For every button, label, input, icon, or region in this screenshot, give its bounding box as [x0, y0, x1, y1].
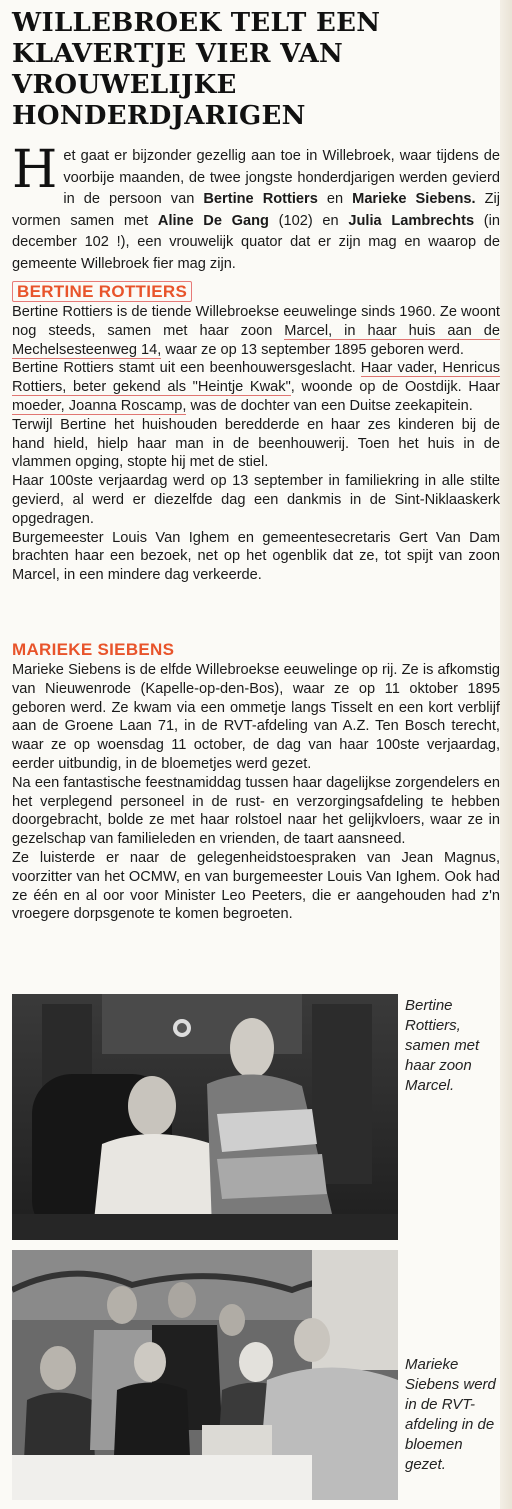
intro-paragraph: Het gaat er bijzonder gezellig aan toe in Willebroek, waar tijdens de voorbije maanden, de twee jongste honderdjarigen werden gevierd in de persoon van Bertine Rottiers en Marieke Siebens. Zij vormen samen met Aline De Gang (102) en Julia Lambrechts (in december 102 !), een vrouwelijk quator dat er zijn mag en waarop de gemeente Willebroek fier mag zijn. — [12, 140, 501, 272]
paragraph: Burgemeester Louis Van Ighem en gemeentesecretaris Gert Van Dam brachten haar een bezoek, net op het ogenblik dat ze, tot spijt van zoon Marcel, in een mindere dag verkeerde. — [12, 529, 500, 584]
paragraph: Bertine Rottiers is de tiende Willebroekse eeuwelinge sinds 1960. Ze woont nog steeds, samen met haar zoon Marcel, in haar huis aan de Mechelsesteenweg 14, waar ze op 13 september 1895 geboren werd. — [12, 304, 500, 358]
paragraph: Na een fantastische feestnamiddag tussen haar dagelijkse zorgendelers en het verplegend personeel in de rust- en verzorgingsafdeling te hebben doorgebracht, bolde ze met haar rolstoel naar het gelijkvloers, waar ze in gezelschap van familieleden en vrienden, de taart aansneed. — [12, 774, 500, 848]
photo-bertine-marcel — [12, 994, 398, 1240]
section-title-bertine: BERTINE ROTTIERS — [12, 282, 192, 302]
paragraph: Ze luisterde er naar de gelegenheidstoespraken van Jean Magnus, voorzitter van het OCMW, en van burgemeester Louis Van Ighem. Ook had ze één en al oor voor Minister Leo Peeters, die er aangehouden had z'n vroegere dorpsgenote te komen begroeten. — [12, 849, 500, 923]
section-body-bertine — [12, 303, 500, 585]
photo-marieke-celebration — [12, 1250, 398, 1500]
name-julia: Julia Lambrechts — [348, 212, 475, 229]
paragraph: Bertine Rottiers stamt uit een beenhouwersgeslacht. Haar vader, Henricus Rottiers, beter gekend als "Heintje Kwak", woonde op de Oostdijk. Haar moeder, Joanna Roscamp, was de dochter van een Duitse zeekapitein. — [12, 360, 500, 414]
drop-cap: H — [12, 140, 58, 200]
highlight-mark: Haar vader, Henricus Rottiers, beter gekend als "Heintje Kwak" — [12, 360, 500, 396]
paragraph: Haar 100ste verjaardag werd op 13 september in familiekring in alle stilte gevierd, al werd er diezelfde dag een dankmis in de Sint-Niklaaskerk opgedragen. — [12, 473, 500, 527]
section-title-marieke: MARIEKE SIEBENS — [12, 640, 175, 659]
page-edge — [500, 0, 512, 1509]
caption-photo-1: Bertine Rottiers, samen met haar zoon Marcel. — [405, 997, 480, 1094]
highlight-mark: moeder, Joanna Roscamp, — [12, 397, 187, 414]
paragraph: Terwijl Bertine het huishouden beredderde en haar zes kinderen bij de hand hield, hielp haar man in de beenhouwerij. Toen het huis in de vlammen opging, stopte hij met de stiel. — [12, 416, 500, 471]
name-marieke: Marieke Siebens. — [352, 191, 476, 207]
photo-image — [12, 994, 398, 1240]
name-bertine: Bertine Rottiers — [203, 191, 318, 207]
photo-image — [12, 1250, 398, 1500]
caption-photo-2: Marieke Siebens werd in de RVT-afdeling in de bloemen gezet. — [405, 1356, 496, 1473]
section-body-marieke — [12, 661, 500, 924]
headline: WILLEBROEK TELT EEN KLAVERTJE VIER VAN VROUWELIJKE HONDERDJARIGEN — [12, 8, 381, 131]
paragraph: Marieke Siebens is de elfde Willebroekse eeuwelinge op rij. Ze is afkomstig van Nieuwenrode (Kapelle-op-den-Bos), waar ze op 11 oktober 1895 geboren werd. Ze kwam via een ommetje langs Tisselt en een kort verblijf aan de Groene Laan 71, in de RVT-afdeling van A.Z. Ten Bosch terecht, waar ze op woensdag 11 october, de dag van haar 100ste verjaardag, eerder uitbundig, in de bloemetjes werd gezet. — [12, 662, 500, 772]
name-aline: Aline De Gang — [157, 212, 269, 229]
highlight-mark: Marcel, in haar huis aan de Mechelsesteenweg 14, — [12, 322, 500, 358]
